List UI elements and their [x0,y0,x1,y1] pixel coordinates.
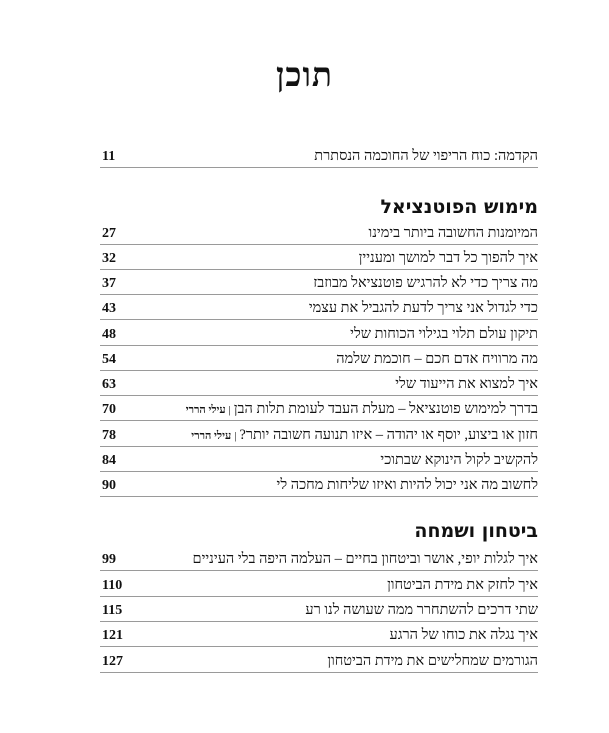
entry-title: הקדמה: כוח הריפוי של החוכמה הנסתרת [314,148,538,164]
toc-entry [100,222,538,245]
entry-title: שתי דרכים להשתחרר ממה שעושה לנו רע [305,602,538,618]
entry-page-number: 110 [102,578,123,593]
entry-author: עילי הררי [191,430,232,442]
entry-title: המיומנות החשובה ביותר בימינו [368,225,538,241]
entry-page-number: 27 [102,226,116,241]
entry-page-number: 11 [102,149,116,164]
toc-entry [100,624,538,647]
entry-title-text: חזון או ביצוע, יוסף או יהודה – איזו תנועה חשובה יותר? [239,427,538,443]
toc-entry [100,474,538,497]
entry-page-number: 63 [102,377,116,392]
toc-entry [100,247,538,270]
toc-entry [100,145,538,168]
entry-title: מה צריך כדי לא להרגיש פוטנציאל מבוזבז [313,275,538,291]
entry-page-number: 99 [102,552,116,567]
entry-title: איך להפוך כל דבר למושך ומעניין [358,250,538,266]
entry-page-number: 48 [102,327,116,342]
entry-title: הגורמים שמחלישים את מידת הביטחון [327,653,538,669]
entry-page-number: 127 [102,654,123,669]
toc-entry [100,424,538,447]
entry-title: לחשוב מה אני יכול להיות ואיזו שליחות מחכה לי [276,477,538,493]
entry-title: איך לחזק את מידת הביטחון [387,577,538,593]
toc-entry [100,574,538,597]
entry-title: להקשיב לקול הינוקא שבתוכי [380,452,538,468]
entry-page-number: 90 [102,478,116,493]
section-heading: ביטחון ושמחה [414,520,538,542]
entry-page-number: 121 [102,628,123,643]
entry-page-number: 78 [102,428,116,443]
toc-entry [100,348,538,371]
toc-entry [100,323,538,346]
toc-entry [100,373,538,396]
entry-title: איך לגלות יופי, אושר וביטחון בחיים – העלמה היפה בלי העיניים [192,551,538,567]
toc-entry [100,548,538,571]
entry-title-text: בדרך למימוש פוטנציאל – מעלת העבד לעומת תלות הבן [233,401,538,417]
entry-author: עילי הררי [185,404,226,416]
entry-page-number: 84 [102,453,116,468]
toc-entry [100,272,538,295]
separator-bar: | [234,430,237,442]
entry-page-number: 43 [102,301,116,316]
toc-entry [100,449,538,472]
entry-title: מה מרוויח אדם חכם – חוכמת שלמה [336,351,538,367]
entry-page-number: 115 [102,603,123,618]
toc-entry [100,297,538,320]
entry-title: תיקון עולם תלוי בגילוי הכוחות שלי [350,326,538,342]
entry-page-number: 37 [102,276,116,291]
page-title: תוכן [275,58,334,94]
section-heading: מימוש הפוטנציאל [380,196,538,218]
entry-page-number: 70 [102,402,116,417]
entry-page-number: 54 [102,352,116,367]
entry-title [191,427,538,444]
entry-title: איך למצוא את הייעוד שלי [395,376,538,392]
entry-title [186,401,538,418]
separator-bar: | [228,404,231,416]
toc-entry [100,599,538,622]
toc-entry [100,398,538,421]
toc-entry [100,650,538,673]
entry-title: איך נגלה את כוחו של הרגע [389,627,538,643]
entry-title: כדי לגדול אני צריך לדעת להגביל את עצמי [308,300,538,316]
entry-page-number: 32 [102,251,116,266]
